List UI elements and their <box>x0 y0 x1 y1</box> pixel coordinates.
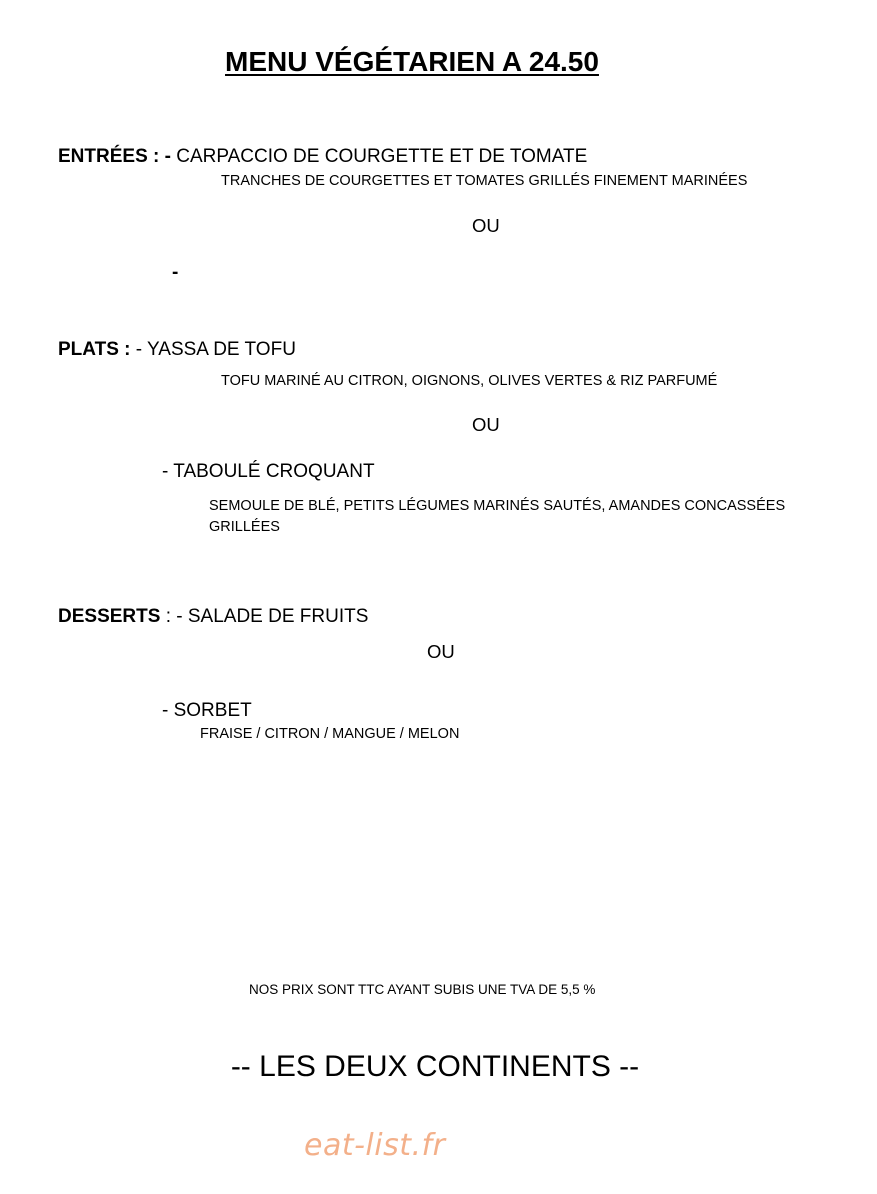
plats-separator: OU <box>472 414 500 435</box>
entrees-line <box>58 146 587 168</box>
menu-title: MENU VÉGÉTARIEN A 24.50 <box>225 46 599 77</box>
restaurant-name: -- LES DEUX CONTINENTS -- <box>230 1050 640 1083</box>
plats-item-2-description-line-1: SEMOULE DE BLÉ, PETITS LÉGUMES MARINÉS SAUTÉS, AMANDES CONCASSÉES <box>209 498 786 514</box>
entrees-item-1-description: TRANCHES DE COURGETTES ET TOMATES GRILLÉS FINEMENT MARINÉES <box>221 173 748 189</box>
tax-note: NOS PRIX SONT TTC AYANT SUBIS UNE TVA DE 5,5 % <box>249 982 596 997</box>
plats-item-1: - YASSA DE TOFU <box>130 339 296 360</box>
plats-item-2-description-line-2: GRILLÉES <box>209 519 280 535</box>
entrees-separator: OU <box>472 215 500 236</box>
watermark: eat-list.fr <box>304 1128 446 1163</box>
plats-line <box>58 339 296 361</box>
plats-label: PLATS : <box>58 339 131 360</box>
entrees-item-2: - <box>172 262 179 283</box>
desserts-separator: OU <box>427 641 455 662</box>
entrees-label: ENTRÉES : - <box>58 146 171 167</box>
desserts-item-2: - SORBET <box>162 700 252 721</box>
desserts-item-1: : - SALADE DE FRUITS <box>160 606 369 627</box>
plats-item-1-description: TOFU MARINÉ AU CITRON, OIGNONS, OLIVES VERTES & RIZ PARFUMÉ <box>221 373 718 389</box>
desserts-line <box>58 606 368 628</box>
entrees-item-1: CARPACCIO DE COURGETTE ET DE TOMATE <box>170 146 588 167</box>
plats-item-2: - TABOULÉ CROQUANT <box>162 461 375 482</box>
desserts-label: DESSERTS <box>58 606 161 627</box>
desserts-item-2-description: FRAISE / CITRON / MANGUE / MELON <box>200 726 460 742</box>
